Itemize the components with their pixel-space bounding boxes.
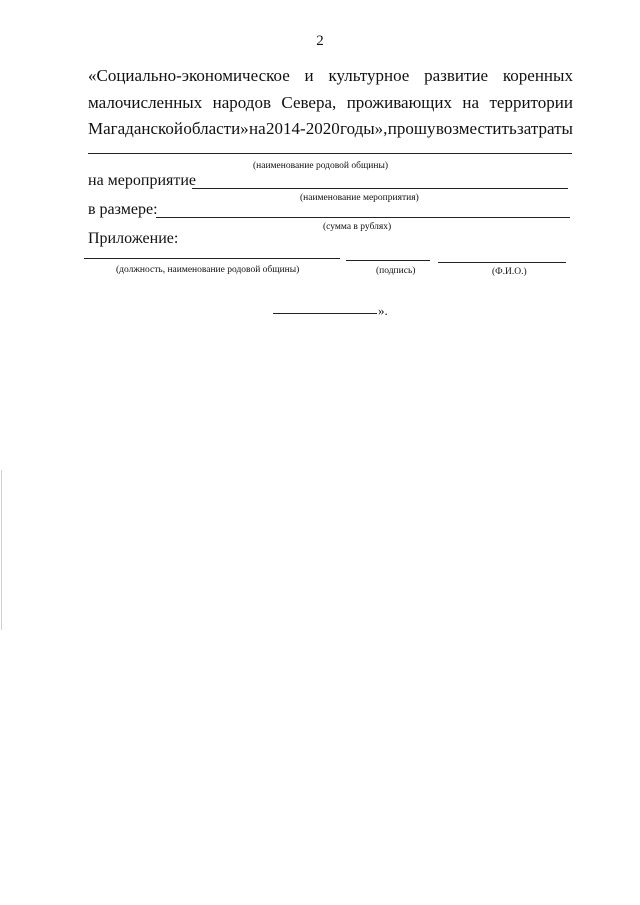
- event-caption: (наименование мероприятия): [300, 193, 419, 203]
- position-line: [84, 258, 340, 259]
- closing-quote: ».: [378, 303, 388, 318]
- event-line: [192, 188, 568, 189]
- word: проживающих: [346, 93, 452, 112]
- community-name-caption: (наименование родовой общины): [253, 161, 388, 171]
- closing-line: [273, 313, 377, 314]
- full-name-caption: (Ф.И.О.): [492, 267, 527, 277]
- amount-label: в размере:: [88, 201, 158, 218]
- word: годы»,: [340, 119, 388, 138]
- word: области»: [183, 119, 249, 138]
- page-number: 2: [316, 33, 324, 49]
- word: развитие: [424, 66, 489, 85]
- position-caption: (должность, наименование родовой общины): [116, 265, 300, 275]
- word: Севера,: [281, 93, 337, 112]
- paragraph-line-3: [88, 119, 573, 139]
- amount-caption: (сумма в рублях): [323, 222, 392, 232]
- word: территории: [489, 93, 573, 112]
- word: Магаданской: [88, 119, 184, 138]
- word: затраты: [517, 119, 573, 138]
- amount-line: [156, 217, 570, 218]
- scan-edge-left: [1, 470, 2, 630]
- paragraph-line-1: [88, 66, 573, 86]
- word: на: [249, 119, 266, 138]
- word: и: [304, 66, 314, 85]
- word: народов: [212, 93, 271, 112]
- community-name-line: [88, 153, 572, 154]
- attachment-label: Приложение:: [88, 230, 179, 247]
- word: малочисленных: [88, 93, 203, 112]
- full-name-line: [438, 262, 566, 263]
- word: прошу: [387, 119, 436, 138]
- signature-caption: (подпись): [376, 266, 416, 276]
- paragraph-line-2: [88, 93, 573, 113]
- signature-line: [346, 260, 430, 261]
- word: на: [462, 93, 480, 112]
- word: возместить: [435, 119, 517, 138]
- word: «Социально-экономическое: [88, 66, 290, 85]
- word: коренных: [502, 66, 573, 85]
- event-label: на мероприятие: [88, 172, 197, 189]
- word: 2014-2020: [266, 119, 340, 138]
- word: культурное: [328, 66, 410, 85]
